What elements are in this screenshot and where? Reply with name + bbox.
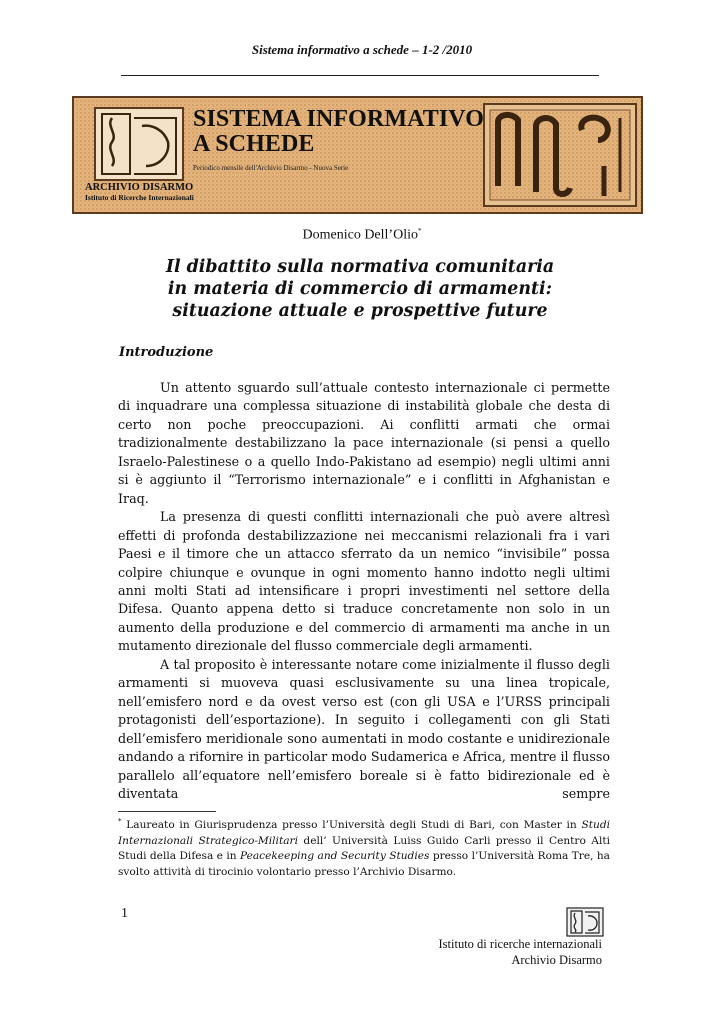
body-paragraph: La presenza di questi conflitti internazionali che può avere altresì effetti di profonda destabilizzazione nei meccanismi relazionali fra i vari Paesi e il timore che un attacco sferrato da un nemico “invisibile” possa colpire chiunque e ovunque in ogni momento hanno indotto negli ultimi anni molti Stati ad intensificare i propri investimenti nel settore della Difesa. Quanto appena detto si traduce concretamente non solo in un aumento della produzione e del commercio di armamenti ma anche in un mutamento direzionale del flusso commerciale degli armamenti. — [118, 509, 610, 654]
title-line: Il dibattito sulla normativa comunitaria — [165, 257, 555, 277]
banner-org-desc: Istituto di Ricerche Internazionali — [85, 193, 194, 202]
header-rule — [121, 75, 599, 76]
banner-org-name: ARCHIVIO DISARMO — [85, 182, 194, 193]
footnote-rule — [118, 811, 216, 812]
article-body — [118, 379, 610, 803]
footnote-mark: * — [118, 817, 122, 826]
body-paragraph: A tal proposito è interessante notare come inizialmente il flusso degli armamenti si muoveva quasi esclusivamente su una linea tropicale, nell’emisfero nord e da ovest verso est (con gli USA e l’URSS principali protagonisti dell’esportazione). In seguito i collegamenti con gli Stati dell’emisfero meridionale sono aumentati in modo costante e unidirezionale andando a rifornire in particolar modo Sudamerica e Africa, mentre il flusso parallelo all’equatore nell’emisfero boreale si è fatto bidirezionale ed è diventata sempre — [118, 656, 610, 801]
title-line: situazione attuale e prospettive future — [172, 301, 548, 321]
footnote-italic: Peacekeeping and Security Studies — [239, 850, 430, 863]
footnote-text: Laureato in Giurisprudenza presso l’Università degli Studi di Bari, con Master in — [121, 819, 582, 831]
article-title — [60, 256, 660, 322]
banner-org — [85, 182, 194, 202]
banner-title — [193, 107, 484, 157]
title-line: in materia di commercio di armamenti: — [167, 279, 553, 299]
footnote-text: dell’ Università Luiss Guido Carli presso il Centro Alti Studi della Difesa e in — [118, 834, 610, 863]
running-header: Sistema informativo a schede – 1-2 /2010 — [251, 42, 473, 57]
banner-subtitle: Periodico mensile dell'Archivio Disarmo - Nuova Serie — [193, 164, 349, 172]
footnote-italic: Studi Internazionali Strategico-Militari — [118, 819, 610, 847]
footer-org-line: Istituto di ricerche internazionali — [438, 937, 602, 951]
footnote-text: presso l’Università Roma Tre, ha svolto attività di tirocinio volontario presso l’Archivio Disarmo. — [118, 850, 611, 878]
footnote — [118, 818, 610, 880]
banner-title-line: A SCHEDE — [193, 131, 315, 157]
archivio-disarmo-logo-icon — [566, 907, 604, 937]
footer-org — [439, 936, 602, 968]
section-heading: Introduzione — [119, 345, 214, 360]
author-line — [0, 227, 724, 244]
author-name: Domenico Dell’Olio — [302, 227, 418, 243]
body-paragraph: Un attento sguardo sull’attuale contesto internazionale ci permette di inquadrare una complessa situazione di instabilità globale che desta di certo non poche preoccupazioni. Ai conflitti armati che ormai tradizionalmente destabilizzano la pace internazionale (si pensi a quello Israelo-Palestinese o a quello Indo-Pakistano ad esempio) negli ultimi anni si è aggiunto il “Terrorismo internazionale” e i conflitti in Afghanistan e Iraq. — [118, 380, 610, 506]
banner-title-line: SISTEMA INFORMATIVO — [193, 106, 485, 132]
page-number: 1 — [121, 906, 128, 921]
footer-org-line: Archivio Disarmo — [511, 953, 602, 967]
masthead-banner — [72, 96, 643, 214]
author-footnote-mark[interactable]: * — [417, 227, 422, 235]
